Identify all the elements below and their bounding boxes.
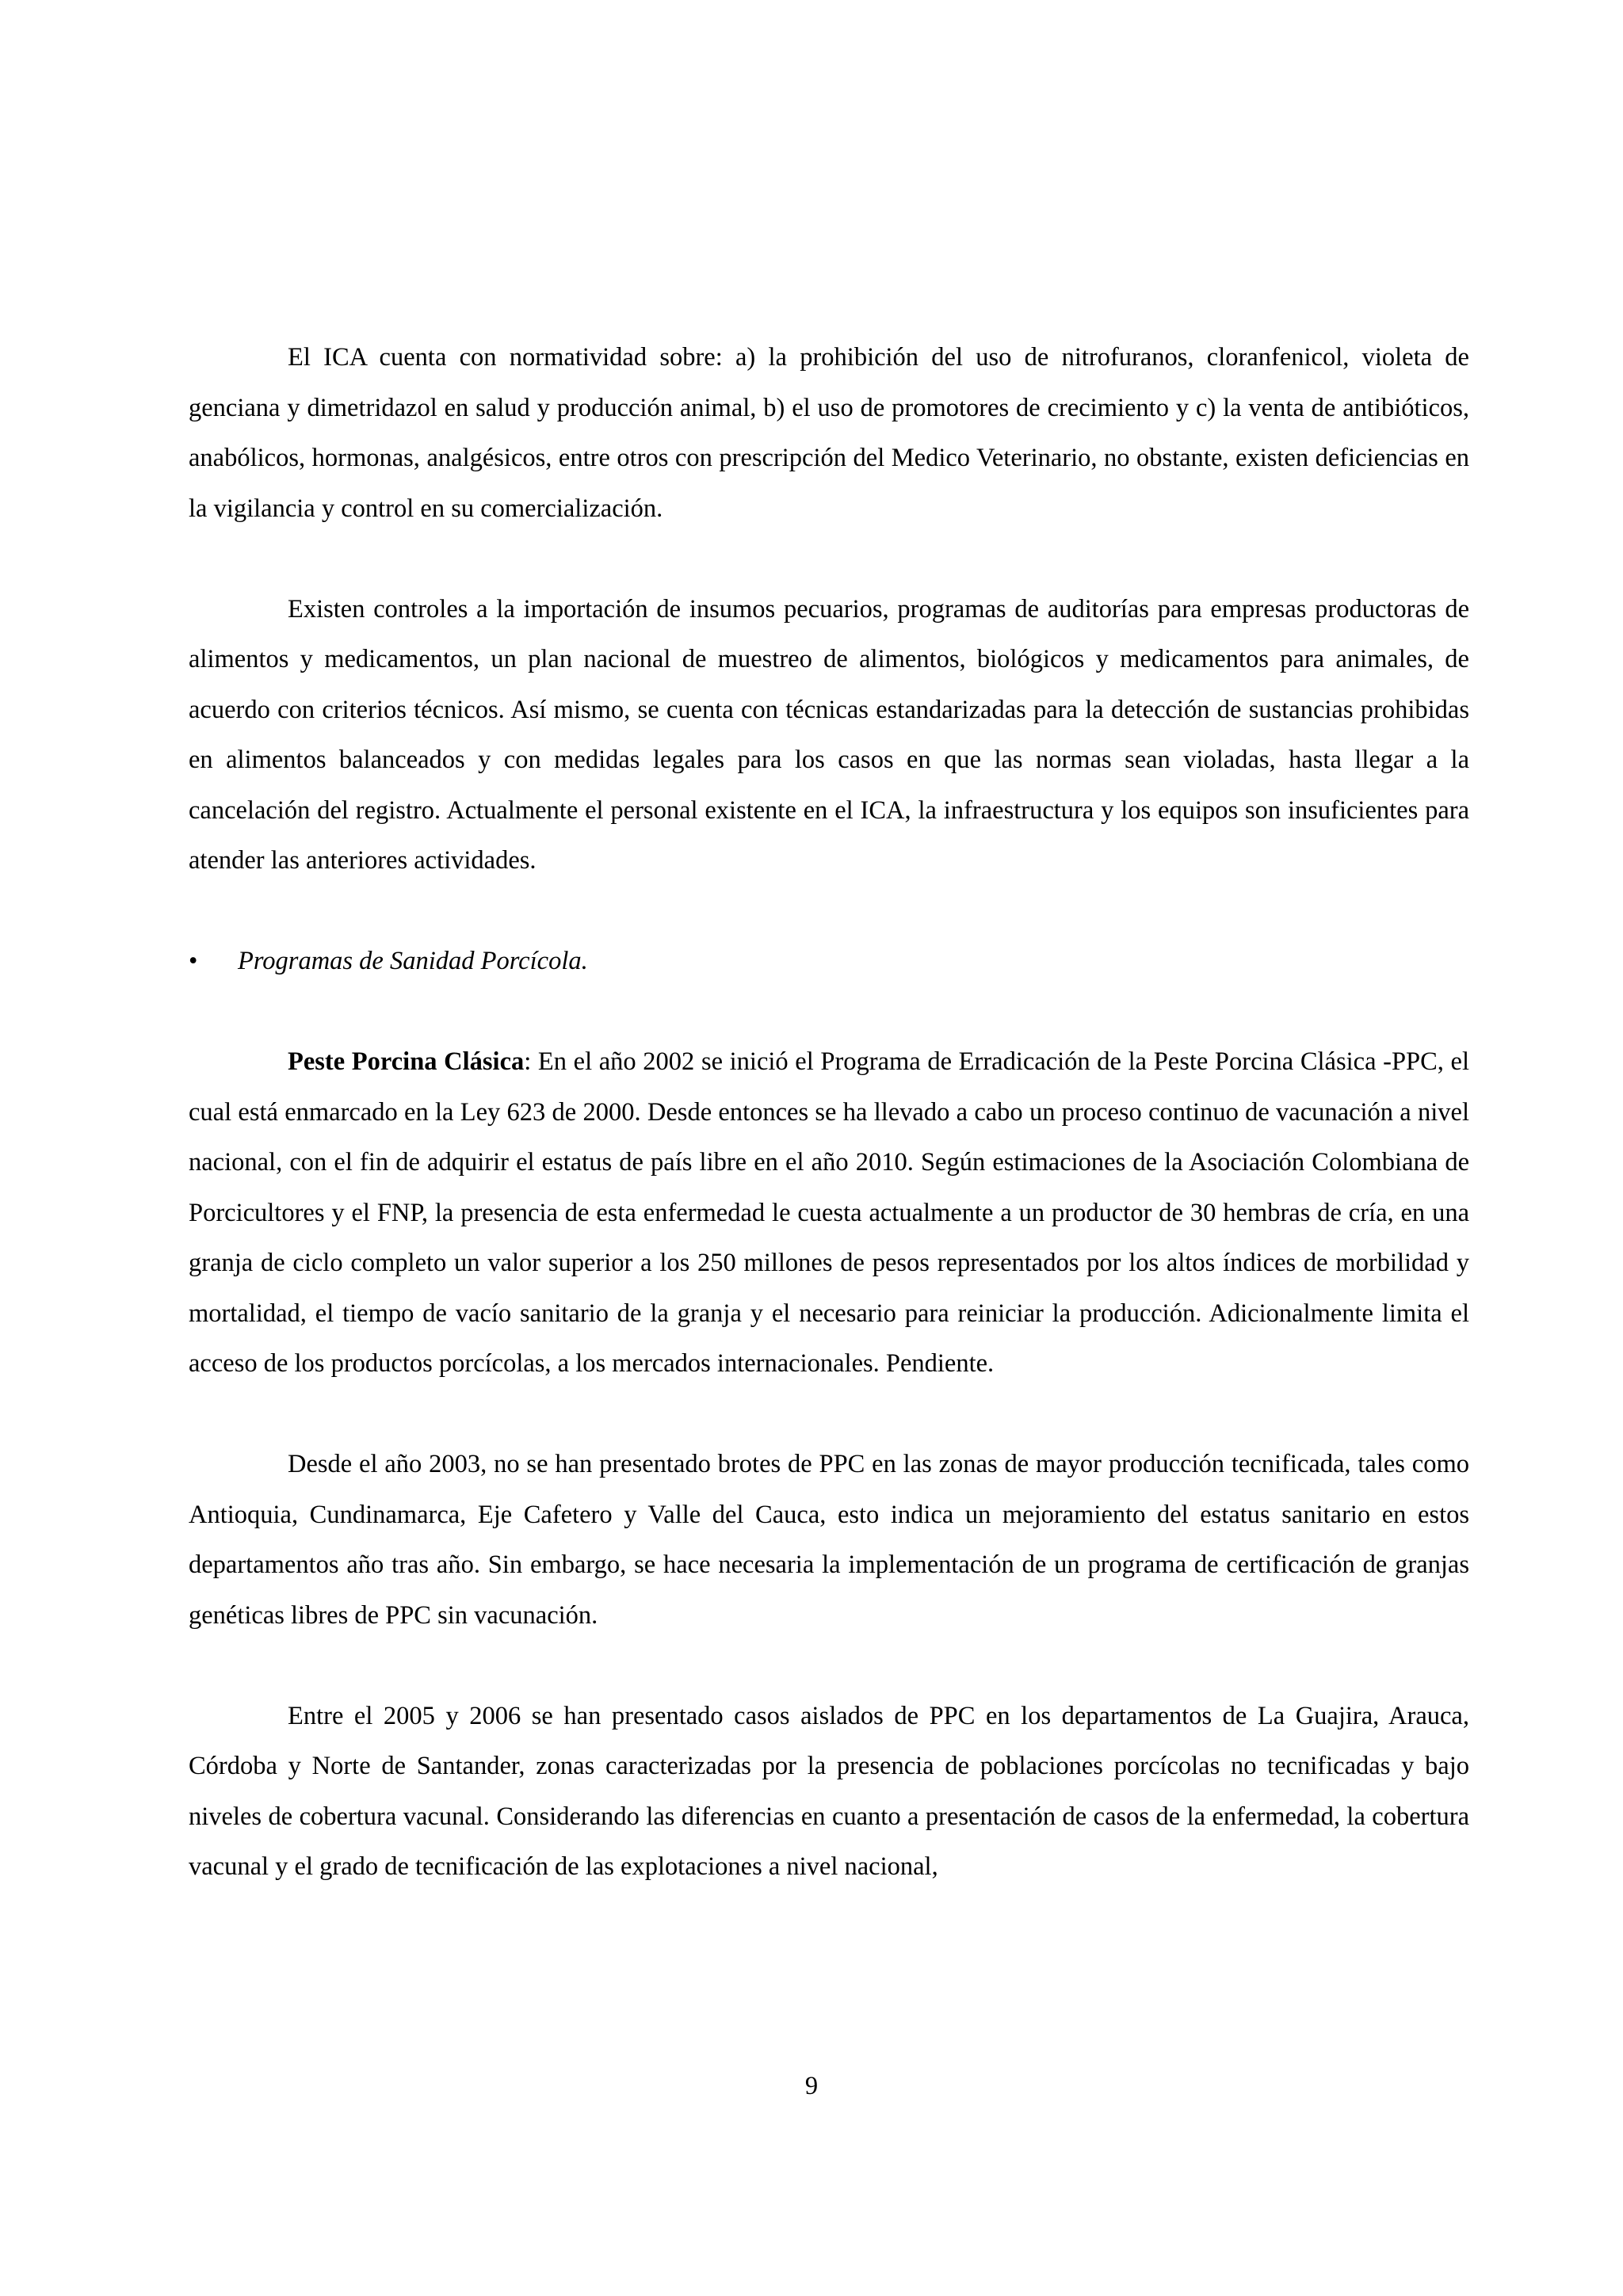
paragraph-spacer (189, 534, 1469, 585)
bullet-item-sanidad-porcicola (189, 936, 1469, 987)
paragraph-ica-normatividad: El ICA cuenta con normatividad sobre: a) la prohibición del uso de nitrofuranos, cloranfenicol, violeta de genciana y dimetridazol en salud y producción animal, b) el uso de promotores de crecimiento y c) la venta de antibióticos, anabólicos, hormonas, analgésicos, entre otros con prescripción del Medico Veterinario, no obstante, existen deficiencias en la vigilancia y control en su comercialización. (189, 343, 1469, 523)
paragraph-controles-importacion: Existen controles a la importación de insumos pecuarios, programas de auditorías para empresas productoras de alimentos y medicamentos, un plan nacional de muestreo de alimentos, biológicos y medicamentos para animales, de acuerdo con criterios técnicos. Así mismo, se cuenta con técnicas estandarizadas para la detección de sustancias prohibidas en alimentos balanceados y con medidas legales para los casos en que las normas sean violadas, hasta llegar a la cancelación del registro. Actualmente el personal existente en el ICA, la infraestructura y los equipos son insuficientes para atender las anteriores actividades. (189, 594, 1469, 875)
section-heading-peste-porcina: Peste Porcina Clásica (288, 1047, 525, 1076)
page-number: 9 (804, 2072, 819, 2100)
paragraph-spacer (189, 1641, 1469, 1691)
paragraph-casos-2005-2006: Entre el 2005 y 2006 se han presentado casos aislados de PPC en los departamentos de La Guajira, Arauca, Córdoba y Norte de Santander, zonas caracterizadas por la presencia de poblaciones porcícolas no tecnificadas y bajo niveles de cobertura vacunal. Considerando las diferencias en cuanto a presentación de casos de la enfermedad, la cobertura vacunal y el grado de tecnificación de las explotaciones a nivel nacional, (189, 1701, 1469, 1881)
page-body (189, 333, 1469, 1893)
paragraph-spacer (189, 987, 1469, 1038)
bullet-icon: • (189, 947, 198, 975)
paragraph-peste-porcina (189, 1037, 1469, 1390)
paragraph-spacer (189, 1390, 1469, 1440)
paragraph-spacer (189, 887, 1469, 937)
paragraph-peste-porcina-body: : En el año 2002 se inició el Programa de Erradicación de la Peste Porcina Clásica -PPC, el cual está enmarcado en la Ley 623 de 2000. Desde entonces se ha llevado a cabo un proceso continuo de vacunación a nivel nacional, con el fin de adquirir el estatus de país libre en el año 2010. Según estimaciones de la Asociación Colombiana de Porcicultores y el FNP, la presencia de esta enfermedad le cuesta actualmente a un productor de 30 hembras de cría, en una granja de ciclo completo un valor superior a los 250 millones de pesos representados por los altos índices de morbilidad y mortalidad, el tiempo de vacío sanitario de la granja y el necesario para reiniciar la producción. Adicionalmente limita el acceso de los productos porcícolas, a los mercados internacionales. Pendiente. (189, 1047, 1469, 1378)
bullet-heading: Programas de Sanidad Porcícola. (238, 947, 588, 975)
paragraph-brotes-2003: Desde el año 2003, no se han presentado brotes de PPC en las zonas de mayor producción tecnificada, tales como Antioquia, Cundinamarca, Eje Cafetero y Valle del Cauca, esto indica un mejoramiento del estatus sanitario en estos departamentos año tras año. Sin embargo, se hace necesaria la implementación de un programa de certificación de granjas genéticas libres de PPC sin vacunación. (189, 1450, 1469, 1630)
